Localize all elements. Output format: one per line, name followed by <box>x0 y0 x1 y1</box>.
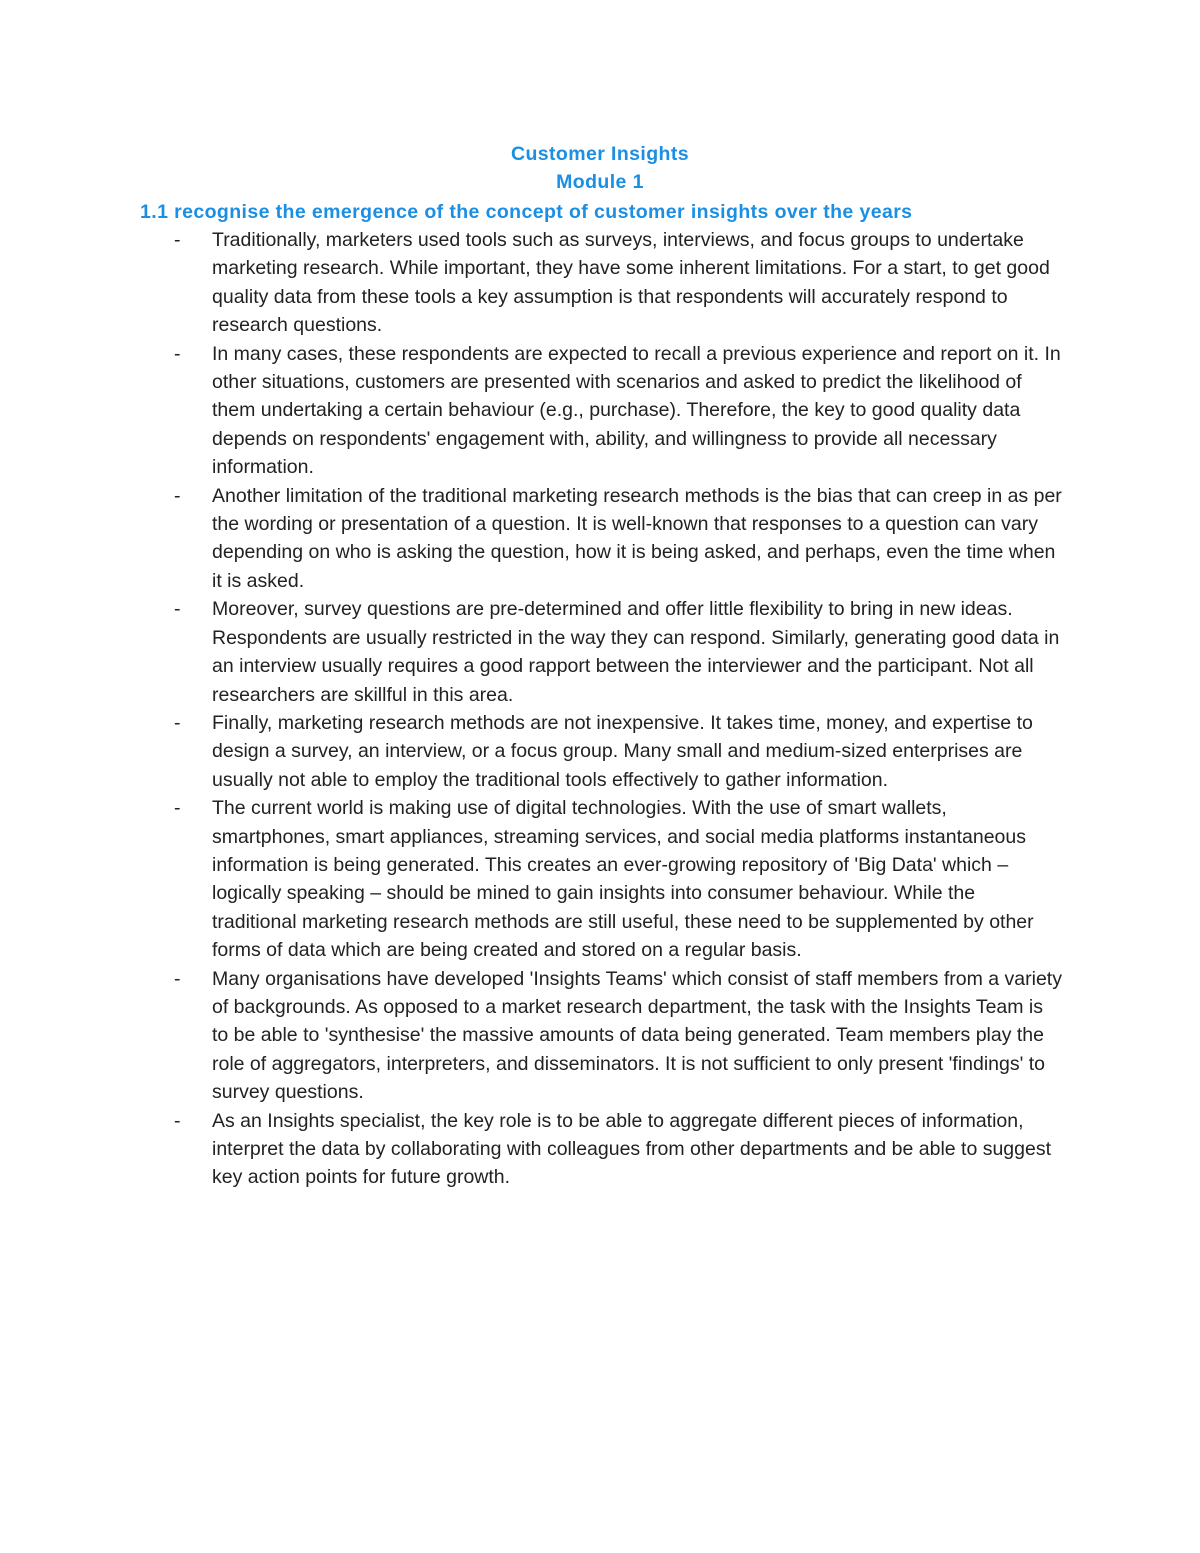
bullet-text: Many organisations have developed 'Insights Teams' which consist of staff members from a variety of backgrounds. As opposed to a market research department, the task with the Insights Team is to be able to 'synthesise' the massive amounts of data being generated. Team members play the role of aggregators, interpreters, and disseminators. It is not sufficient to only present 'findings' to survey questions. <box>212 967 1062 1104</box>
bullet-dash: - <box>174 1109 181 1132</box>
list-item <box>0 340 1062 482</box>
bullet-dash: - <box>174 797 181 820</box>
bullet-text: In many cases, these respondents are expected to recall a previous experience and report on it. In other situations, customers are presented with scenarios and asked to predict the likelihood of them undertaking a certain behaviour (e.g., purchase). Therefore, the key to good quality data depends on respondents' engagement with, ability, and willingness to provide all necessary information. <box>212 342 1061 479</box>
list-item <box>0 709 1062 794</box>
bullet-dash: - <box>174 711 181 734</box>
section-heading: 1.1 recognise the emergence of the concept of customer insights over the years <box>140 201 913 223</box>
bullet-text: Finally, marketing research methods are not inexpensive. It takes time, money, and expertise to design a survey, an interview, or a focus group. Many small and medium-sized enterprises are usually not able to employ the traditional tools effectively to gather information. <box>212 711 1033 791</box>
module-subtitle: Module 1 <box>556 171 644 193</box>
list-item <box>0 595 1062 709</box>
bullet-dash: - <box>174 229 181 251</box>
bullet-text: As an Insights specialist, the key role is to be able to aggregate different pieces of information, interpret the data by collaborating with colleagues from other departments and be able to suggest key action points for future growth. <box>212 1109 1052 1189</box>
bullet-text: Another limitation of the traditional marketing research methods is the bias that can creep in as per the wording or presentation of a question. It is well-known that responses to a question can vary depending on who is asking the question, how it is being asked, and perhaps, even the time when it is asked. <box>212 484 1062 592</box>
bullet-text: The current world is making use of digital technologies. With the use of smart wallets, smartphones, smart appliances, streaming services, and social media platforms instantaneous information is being generated. This creates an ever-growing repository of 'Big Data' which – logically speaking – should be mined to gain insights into consumer behaviour. While the traditional marketing research methods are still useful, these need to be supplemented by other forms of data which are being created and stored on a regular basis. <box>212 797 1034 962</box>
list-item <box>0 482 1062 596</box>
bullet-dash: - <box>174 342 181 365</box>
bullet-dash: - <box>174 598 181 621</box>
list-item <box>0 794 1062 964</box>
bullet-text: Moreover, survey questions are pre-determined and offer little flexibility to bring in new ideas. Respondents are usually restricted in the way they can respond. Similarly, generating good data in an interview usually requires a good rapport between the interviewer and the participant. Not all researchers are skillful in this area. <box>212 598 1060 706</box>
bullet-dash: - <box>174 967 181 990</box>
bullet-text: Traditionally, marketers used tools such as surveys, interviews, and focus groups to undertake marketing research. While important, they have some inherent limitations. For a start, to get good quality data from these tools a key assumption is that respondents will accurately respond to research questions. <box>212 229 1050 337</box>
document-title: Customer Insights <box>511 143 689 165</box>
bullet-dash: - <box>174 484 181 507</box>
list-item <box>0 1107 1062 1192</box>
list-item <box>0 226 1062 340</box>
bullet-list <box>0 226 1200 1192</box>
list-item <box>0 965 1062 1107</box>
